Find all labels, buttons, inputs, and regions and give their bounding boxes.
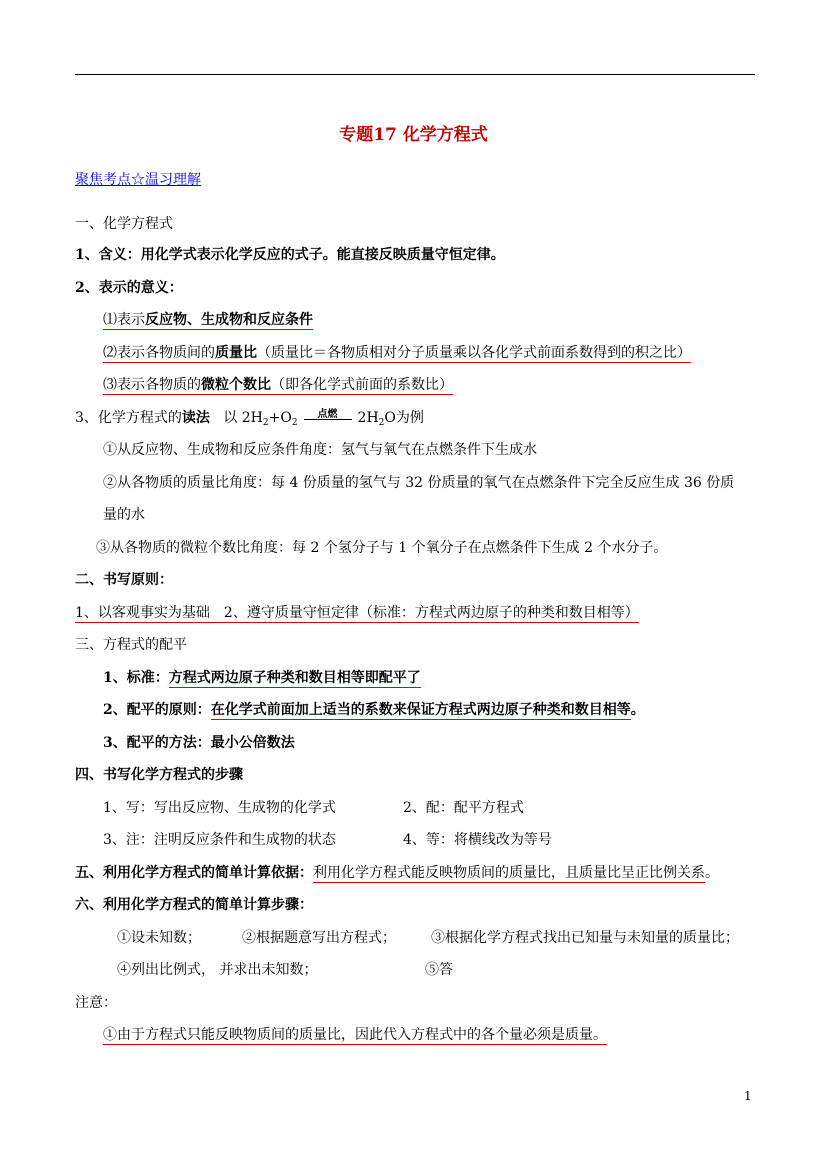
calc-step-4: ④列出比例式， 并求出未知数； (117, 962, 318, 978)
step-3: 3、注：注明反应条件和生成物的状态 (103, 832, 336, 848)
sig2-prefix: ⑵表示各物质间的 (103, 345, 215, 361)
note-heading: 注意： (75, 995, 117, 1011)
eq-prod-tail: O (384, 410, 396, 426)
read-example-pre: 以 (223, 410, 238, 426)
eq-o-sub: 2 (291, 418, 298, 428)
balance-principle-prefix: 2、配平的原则： (103, 702, 211, 718)
s5-line (75, 863, 719, 883)
read-example-post: 为例 (395, 410, 424, 426)
calc-step-5: ⑤答 (425, 962, 453, 978)
sig3-rest: （即各化学式前面的系数比） (271, 377, 453, 393)
balance-method: 3、配平的方法：最小公倍数法 (103, 735, 295, 751)
reading-line (75, 408, 424, 433)
eq-prod: 2H (357, 410, 379, 426)
sig3-prefix: ⑶表示各物质的 (103, 377, 201, 393)
significance-item-2 (103, 343, 691, 363)
step-4: 4、等：将横线改为等号 (403, 832, 552, 848)
eq-plus: +O (268, 410, 292, 426)
reaction-bar (304, 419, 352, 420)
s2-heading: 二、书写原则： (75, 572, 173, 588)
reading-2a: ②从各物质的质量比角度：每 4 份质量的氢气与 32 份质量的氧气在点燃条件下完全反应生成 36 份质 (103, 475, 735, 491)
s3-heading: 三、方程式的配平 (75, 637, 187, 653)
note-text-1: ①由于方程式只能反映物质间的质量比，因此代入方程式中的各个量必须是质量。 (103, 1027, 607, 1043)
reaction-arrow (304, 408, 352, 428)
s4-heading: 四、书写化学方程式的步骤 (75, 767, 243, 783)
note-line-1 (103, 1025, 607, 1045)
focus-link[interactable]: 聚焦考点☆温习理解 (75, 172, 201, 188)
reaction-condition: 点燃 (317, 409, 338, 420)
sig1-prefix: ⑴表示 (103, 312, 145, 328)
meaning-line (75, 245, 505, 265)
read-bold: 读法 (181, 410, 210, 426)
significance-item-3 (103, 375, 453, 395)
significance-heading: 2、表示的意义： (75, 280, 183, 296)
eq-prod-sub: 2 (378, 418, 385, 428)
section-link[interactable] (75, 170, 201, 190)
s5-heading: 五、利用化学方程式的简单计算依据： (75, 865, 313, 881)
s6-heading: 六、利用化学方程式的简单计算步骤： (75, 897, 313, 913)
sig2-underline (103, 345, 691, 363)
sig3-bold: 微粒个数比 (201, 377, 271, 393)
reading-2b: 量的水 (103, 507, 145, 523)
principle-line (75, 603, 639, 623)
standard-prefix: 1、标准： (103, 670, 169, 686)
standard-line (103, 668, 421, 688)
s1-heading: 一、化学方程式 (75, 216, 173, 232)
calc-step-2: ②根据题意写出方程式； (242, 930, 396, 946)
reading-3: ③从各物质的微粒个数比角度：每 2 个氢分子与 1 个氧分子在点燃条件下生成 2 个水分子。 (96, 540, 668, 556)
standard-text: 方程式两边原子种类和数目相等即配平了 (168, 670, 421, 686)
sig3-underline (103, 377, 453, 395)
header-rule (75, 74, 755, 75)
sig2-bold: 质量比 (215, 345, 257, 361)
significance-item-1 (103, 310, 313, 330)
page-title: 专题17 化学方程式 (339, 125, 488, 145)
s5-end: 。 (705, 865, 719, 881)
meaning-prefix: 1、含义： (75, 247, 141, 263)
equation (242, 410, 396, 426)
step-2: 2、配：配平方程式 (403, 800, 524, 816)
read-prefix: 3、化学方程式的 (75, 410, 182, 426)
balance-principle-text: 在化学式前面加上适当的系数来保证方程式两边原子种类和数目相等 (210, 702, 631, 718)
s5-text: 利用化学方程式能反映物质间的质量比，且质量比呈正比例关系 (313, 865, 705, 881)
sig2-rest: （质量比＝各物质相对分子质量乘以各化学式前面系数得到的积之比） (257, 345, 691, 361)
principle-text: 1、以客观事实为基础 2、遵守质量守恒定律（标准：方程式两边原子的种类和数目相等） (75, 605, 639, 621)
page-number: 1 (744, 1089, 752, 1103)
reading-1: ①从反应物、生成物和反应条件角度：氢气与氧气在点燃条件下生成水 (103, 442, 537, 458)
meaning-text: 用化学式表示化学反应的式子。能直接反映质量守恒定律。 (140, 247, 505, 263)
step-1: 1、写：写出反应物、生成物的化学式 (103, 800, 336, 816)
eq-h: 2H (241, 410, 263, 426)
eq-h-sub: 2 (262, 418, 269, 428)
sig1-underline (103, 312, 313, 330)
balance-principle-end: 。 (630, 702, 645, 718)
calc-step-1: ①设未知数； (117, 930, 201, 946)
sig1-bold: 反应物、生成物和反应条件 (145, 312, 313, 328)
balance-principle-line (103, 700, 645, 720)
calc-step-3: ③根据化学方程式找出已知量与未知量的质量比； (431, 930, 739, 946)
